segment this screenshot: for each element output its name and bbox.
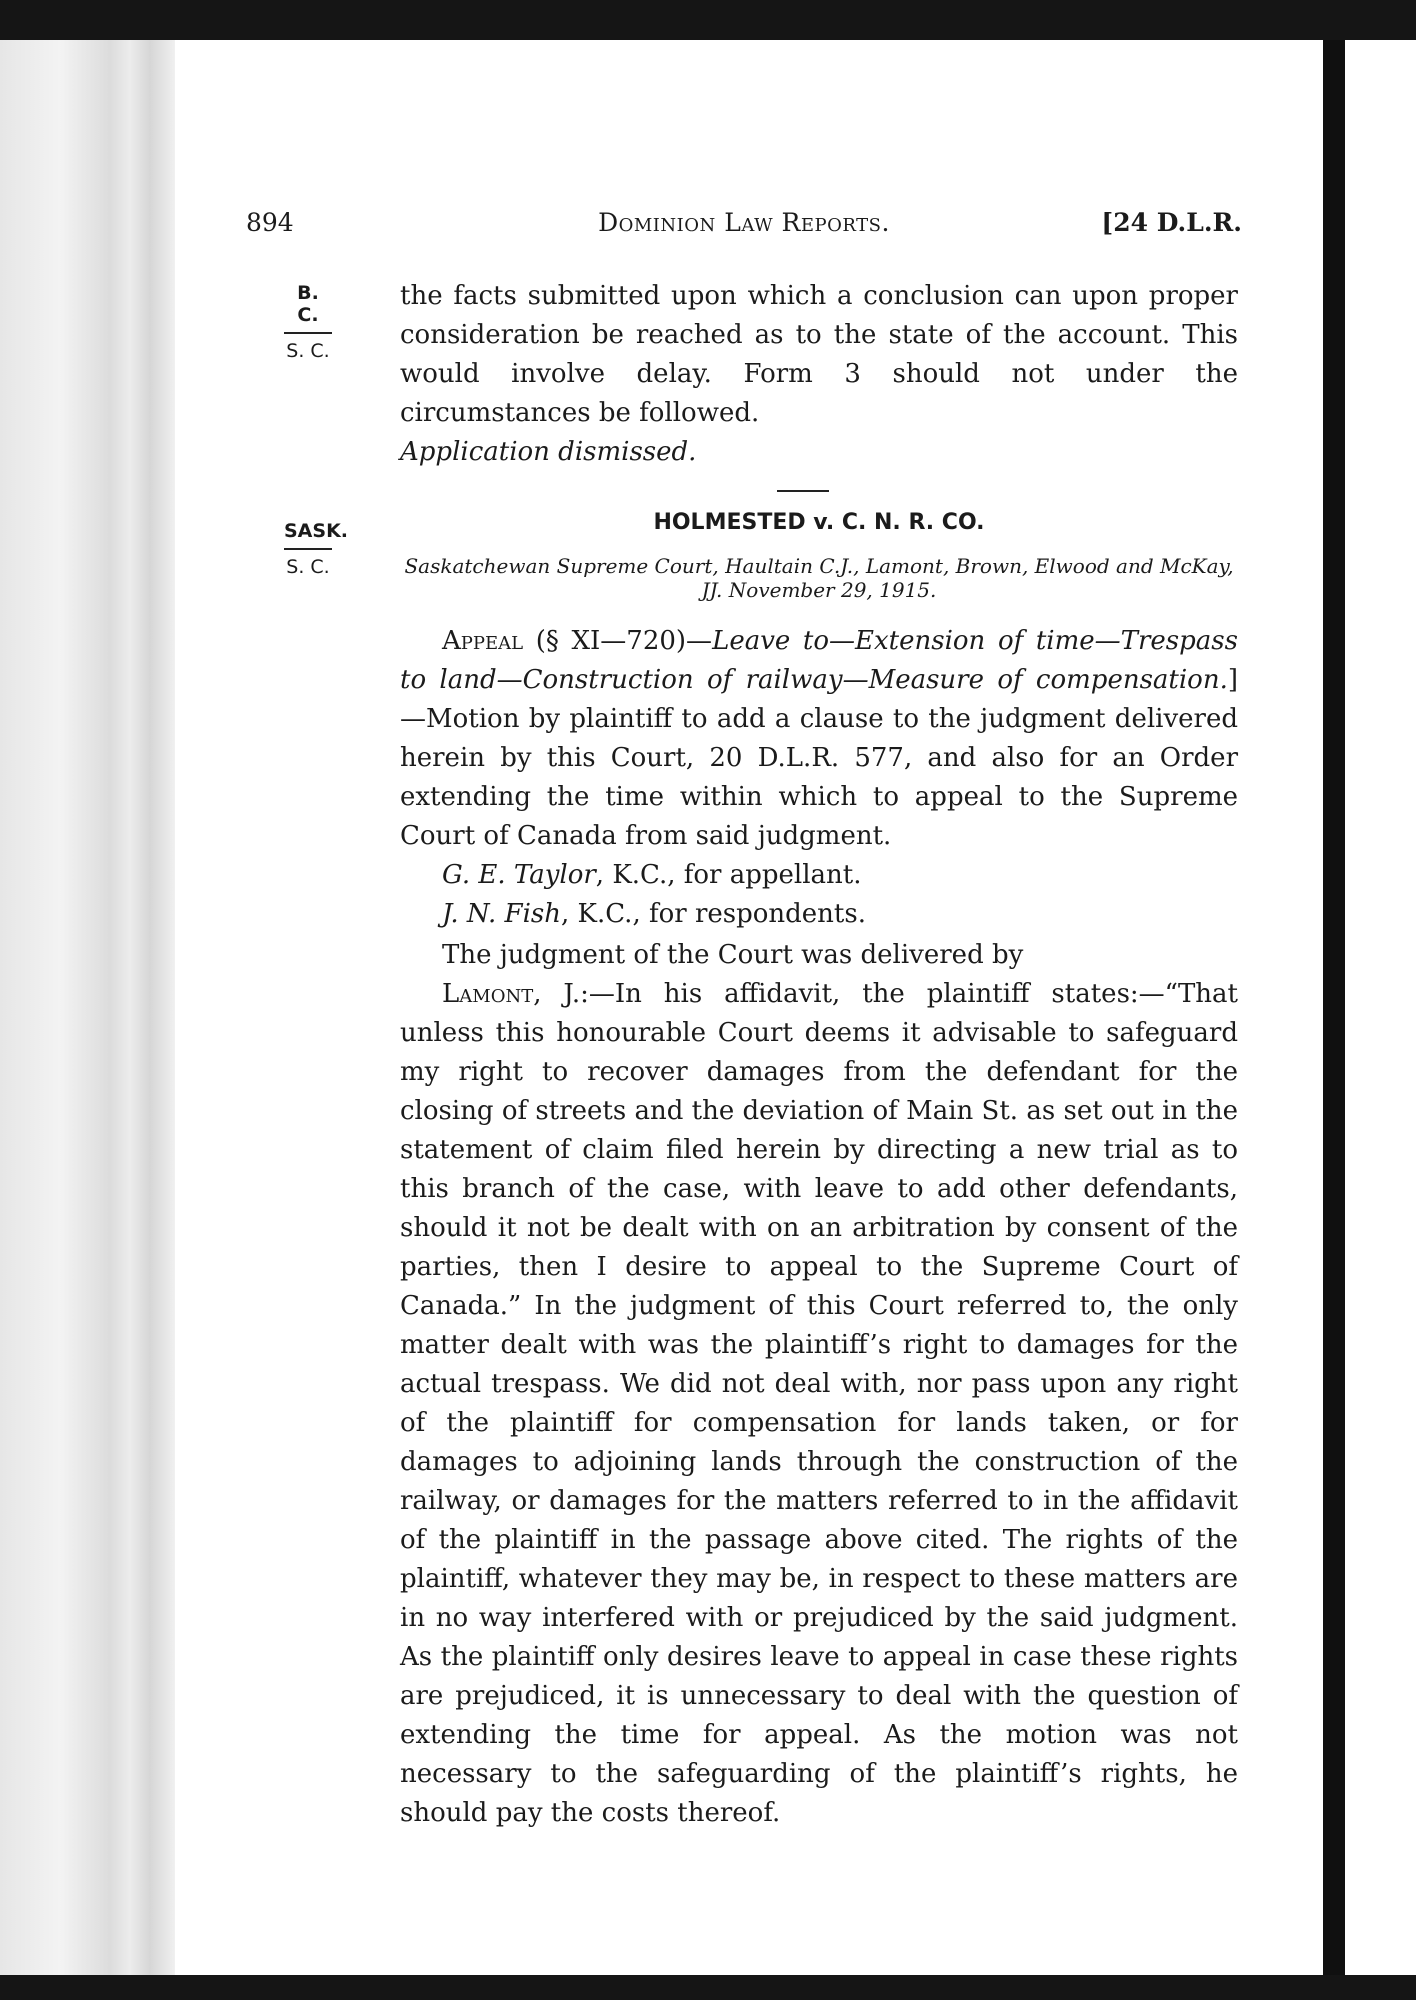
prior-case-paragraph: the facts submitted upon which a conclusion can upon proper consideration be reached as to the state of the account. This would involve delay. Form 3 should not under the circumstances be followed. [400, 281, 1238, 428]
headnote-topics: Leave to—Extension of time—Trespass to land—Construction of railway—Measure of compensation. [400, 626, 1238, 695]
margin-case-court: SASK. [284, 520, 332, 550]
margin-sub-court: S. C. [286, 340, 330, 362]
prior-case-text [400, 277, 1238, 472]
scan-top-border [0, 0, 1416, 40]
book-gutter [1323, 40, 1345, 1975]
headnote-lead: Appeal [442, 626, 524, 656]
section-divider [777, 490, 829, 492]
counsel-respondents [400, 895, 1238, 934]
counsel-appellant [400, 856, 1238, 895]
court-line: Saskatchewan Supreme Court, Haultain C.J., Lamont, Brown, Elwood and McKay, JJ. November 29, 1915. [404, 554, 1234, 602]
counsel-name: J. N. Fish [442, 899, 561, 929]
counsel-role: , K.C., for appellant. [595, 860, 862, 890]
judgment-paragraph [400, 975, 1238, 1833]
delivery-line: The judgment of the Court was delivered by [442, 940, 1024, 970]
counsel-name: G. E. Taylor [442, 860, 596, 890]
running-title: Dominion Law Reports. [598, 208, 890, 237]
counsel-role: , K.C., for respondents. [561, 899, 866, 929]
judgment-text: , J.:—In his affidavit, the plaintiff states:—“That unless this honourable Court deems it advisable to safeguard my right to recover damages from the defendant for the closing of streets and the deviation of Main St. as set out in the statement of claim filed herein by directing a new trial as to this branch of the case, with leave to add other defendants, should it not be dealt with on an arbitration by consent of the parties, then I desire to appeal to the Supreme Court of Canada.” In the judgment of this Court referred to, the only matter dealt with was the plaintiff’s right to damages for the actual trespass. We did not deal with, nor pass upon any right of the plaintiff for compensation for lands taken, or for damages to adjoining lands through the construction of the railway, or damages for the matters referred to in the affidavit of the plaintiff in the passage above cited. The rights of the plaintiff, whatever they may be, in respect to these matters are in no way interfered with or prejudiced by the said judgment. As the plaintiff only desires leave to appeal in case these rights are prejudiced, it is unnecessary to deal with the question of extending the time for appeal. As the motion was not necessary to the safeguarding of the plaintiff’s rights, he should pay the costs thereof. [400, 979, 1238, 1828]
margin-court: B. C. [284, 282, 332, 334]
headnote-text: ]—Motion by plaintiff to add a clause to the judgment delivered herein by this Court, 20 D.L.R. 577, and also for an Order extending the time within which to appeal to the Supreme Court of Canada from said judgment. [400, 665, 1238, 851]
scan-bottom-border [0, 1975, 1416, 2000]
book-page-edges [0, 40, 175, 1975]
case-body [400, 622, 1238, 1833]
margin-label-bc [278, 282, 338, 362]
headnote [400, 622, 1238, 856]
margin-label-sask [278, 520, 349, 578]
headnote-section: (§ XI—720)— [523, 626, 713, 656]
page-header [246, 208, 1242, 244]
case-title: HOLMESTED v. C. N. R. CO. [653, 510, 985, 535]
disposition: Application dismissed. [400, 437, 697, 467]
judge-name: Lamont [442, 979, 534, 1009]
volume-reference: [24 D.L.R. [1101, 208, 1242, 237]
facing-page-edge [1345, 40, 1416, 1975]
page-number: 894 [246, 208, 294, 237]
margin-case-sub-court: S. C. [286, 556, 330, 578]
